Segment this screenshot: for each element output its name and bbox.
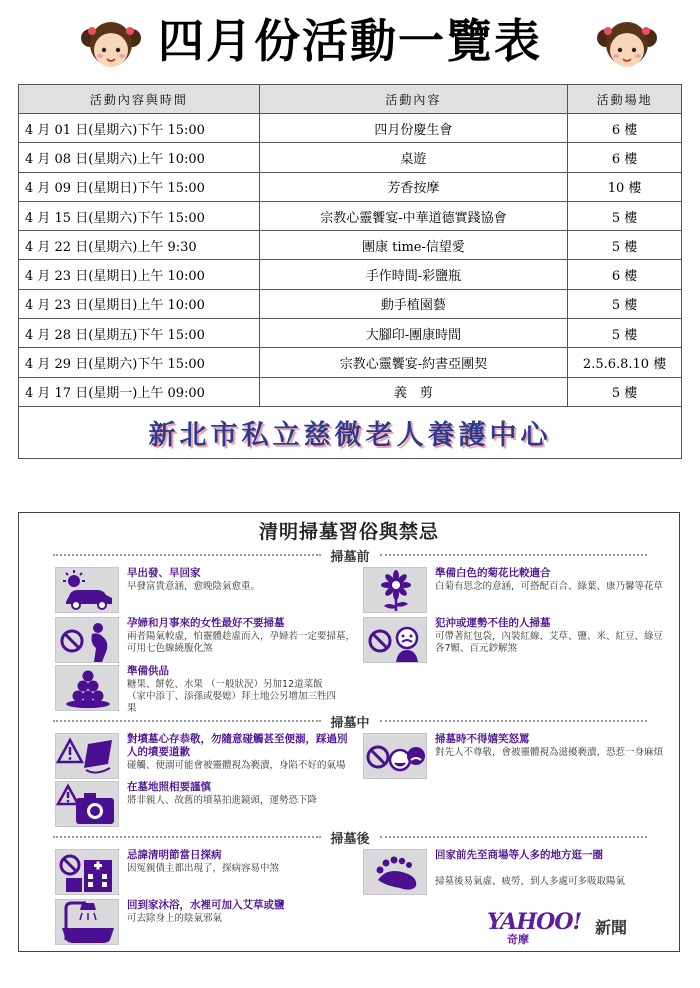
yahoo-sub-logo: 奇摩	[507, 933, 529, 946]
warning-icon	[55, 733, 119, 779]
column-header-location: 活動場地	[568, 85, 682, 114]
cell-activity: 宗教心靈饗宴-約書亞團契	[259, 348, 567, 377]
cell-time: 4 月 09 日(星期日)下午 15:00	[19, 172, 260, 201]
cell-location: 5 樓	[568, 231, 682, 260]
tip-title: 準備供品	[127, 665, 169, 677]
tip-desc: 碰觸、便溺可能會被靈體視為褻瀆，身陷不好的氣場	[127, 760, 346, 771]
cell-activity: 芳香按摩	[259, 172, 567, 201]
cell-time: 4 月 01 日(星期六)下午 15:00	[19, 114, 260, 143]
pregnant-woman-icon	[55, 617, 119, 663]
yahoo-logo: YAHOO!	[487, 909, 582, 935]
cell-location: 5 樓	[568, 201, 682, 230]
tip-title: 掃墓時不得嬉笑怒罵	[435, 733, 530, 745]
tip-desc: 將非親人、故舊的墳墓拍進鏡頭，運勢恐下降	[127, 795, 318, 806]
tip-title: 孕婦和月事來的女性最好不要掃墓	[127, 617, 285, 629]
tip-desc: 可去除身上的陰氣邪氣	[127, 913, 223, 924]
divider	[380, 720, 648, 722]
tip-desc: 糖果、餅乾、水果 （一般狀況）另加12道菜飯（家中添丁、添孫或娶媳）拜土地公另增加三牲四果	[127, 679, 337, 714]
cell-location: 5 樓	[568, 377, 682, 406]
unlucky-person-icon	[363, 617, 427, 663]
tip-desc: 白菊有思念的意涵，可搭配百合、綠葉、康乃馨等花草	[435, 581, 664, 592]
table-row	[19, 319, 682, 348]
qingming-infographic	[18, 512, 680, 952]
section-header-after	[53, 829, 647, 845]
sun-car-icon	[55, 567, 119, 613]
cell-activity: 大腳印-團康時間	[259, 319, 567, 348]
cell-time: 4 月 23 日(星期日)上午 10:00	[19, 260, 260, 289]
cell-time: 4 月 23 日(星期日)上午 10:00	[19, 289, 260, 318]
cell-time: 4 月 15 日(星期六)下午 15:00	[19, 201, 260, 230]
section-header-during	[53, 713, 647, 729]
tip-desc: 兩者陽氣較虛，怕靈體趁虛而入，孕婦若一定要掃墓，可用七色線繞腹化煞	[127, 631, 356, 654]
cell-location: 10 樓	[568, 172, 682, 201]
camera-icon	[55, 781, 119, 827]
section-label: 掃墓中	[330, 715, 370, 731]
cell-activity: 桌遊	[259, 143, 567, 172]
tip-title: 忌諱清明節當日探病	[127, 849, 222, 861]
tip-title: 在墓地照相要謹慎	[127, 781, 211, 793]
cell-activity: 手作時間-彩鹽瓶	[259, 260, 567, 289]
footprint-icon	[363, 849, 427, 895]
cell-location: 2.5.6.8.10 樓	[568, 348, 682, 377]
tip-title: 回到家沐浴，水裡可加入艾草或鹽	[127, 899, 285, 911]
cell-location: 6 樓	[568, 143, 682, 172]
faces-icon	[363, 733, 427, 779]
divider	[53, 836, 321, 838]
section-label: 掃墓後	[330, 831, 370, 847]
column-header-time: 活動內容與時間	[19, 85, 260, 114]
tip-desc: 因冤親債主都出現了，探病容易中煞	[127, 863, 280, 874]
table-row	[19, 172, 682, 201]
cell-location: 5 樓	[568, 289, 682, 318]
column-header-activity: 活動內容	[259, 85, 567, 114]
tip-title: 回家前先至商場等人多的地方逛一圈	[435, 849, 603, 861]
cell-location: 5 樓	[568, 319, 682, 348]
cell-activity: 宗教心靈饗宴-中華道德實踐協會	[259, 201, 567, 230]
table-row	[19, 289, 682, 318]
cell-time: 4 月 17 日(星期一)上午 09:00	[19, 377, 260, 406]
tip-title: 對墳墓心存恭敬，勿隨意碰觸甚至便溺，踩過別人的墳要道歉	[127, 733, 348, 758]
cell-activity: 義 剪	[259, 377, 567, 406]
table-row	[19, 231, 682, 260]
table-row	[19, 114, 682, 143]
divider	[53, 720, 321, 722]
divider	[53, 554, 321, 556]
girl-cartoon-icon	[596, 14, 658, 74]
table-row	[19, 260, 682, 289]
girl-cartoon-icon	[80, 14, 142, 74]
table-row	[19, 201, 682, 230]
cell-location: 6 樓	[568, 260, 682, 289]
page-header	[0, 0, 700, 80]
table-row	[19, 348, 682, 377]
section-label: 掃墓前	[330, 549, 370, 565]
cell-activity: 團康 time-信望愛	[259, 231, 567, 260]
cell-time: 4 月 29 日(星期六)下午 15:00	[19, 348, 260, 377]
hospital-icon	[55, 849, 119, 895]
page-title: 四月份活動一覽表	[158, 14, 542, 68]
offerings-icon	[55, 665, 119, 711]
cell-activity: 動手植園藝	[259, 289, 567, 318]
tip-desc: 早發富貴意涵，愈晚陰氣愈重。	[127, 581, 261, 592]
cell-activity: 四月份慶生會	[259, 114, 567, 143]
table-row	[19, 377, 682, 406]
cell-time: 4 月 08 日(星期六)上午 10:00	[19, 143, 260, 172]
section-header-before	[53, 547, 647, 563]
footer-cell	[19, 406, 682, 458]
tip-desc: 對先人不尊敬，會被靈體視為滋擾褻瀆，恐惹一身麻煩	[435, 747, 664, 758]
cell-time: 4 月 28 日(星期五)下午 15:00	[19, 319, 260, 348]
schedule-table	[18, 84, 682, 459]
table-row	[19, 143, 682, 172]
tip-desc: 掃墓後易氣虛、疲勞，到人多處可多吸取陽氣	[435, 876, 626, 887]
tip-title: 準備白色的菊花比較適合	[435, 567, 551, 579]
table-header-row	[19, 85, 682, 114]
divider	[380, 836, 648, 838]
organization-name: 新北市私立慈微老人養護中心	[148, 419, 552, 451]
tip-title: 犯沖或運勢不佳的人掃墓	[435, 617, 551, 629]
tip-desc: 可帶著紅包袋，內裝紅線、艾草、鹽、米、紅豆、綠豆各7顆、百元鈔解煞	[435, 631, 664, 654]
infographic-title: 清明掃墓習俗與禁忌	[258, 521, 439, 543]
chrysanthemum-icon	[363, 567, 427, 613]
shower-icon	[55, 899, 119, 945]
table-footer-row	[19, 406, 682, 458]
divider	[380, 554, 648, 556]
tip-title: 早出發、早回家	[127, 567, 201, 579]
cell-time: 4 月 22 日(星期六)上午 9:30	[19, 231, 260, 260]
yahoo-news-logo	[483, 909, 663, 949]
news-label: 新聞	[595, 918, 628, 937]
cell-location: 6 樓	[568, 114, 682, 143]
